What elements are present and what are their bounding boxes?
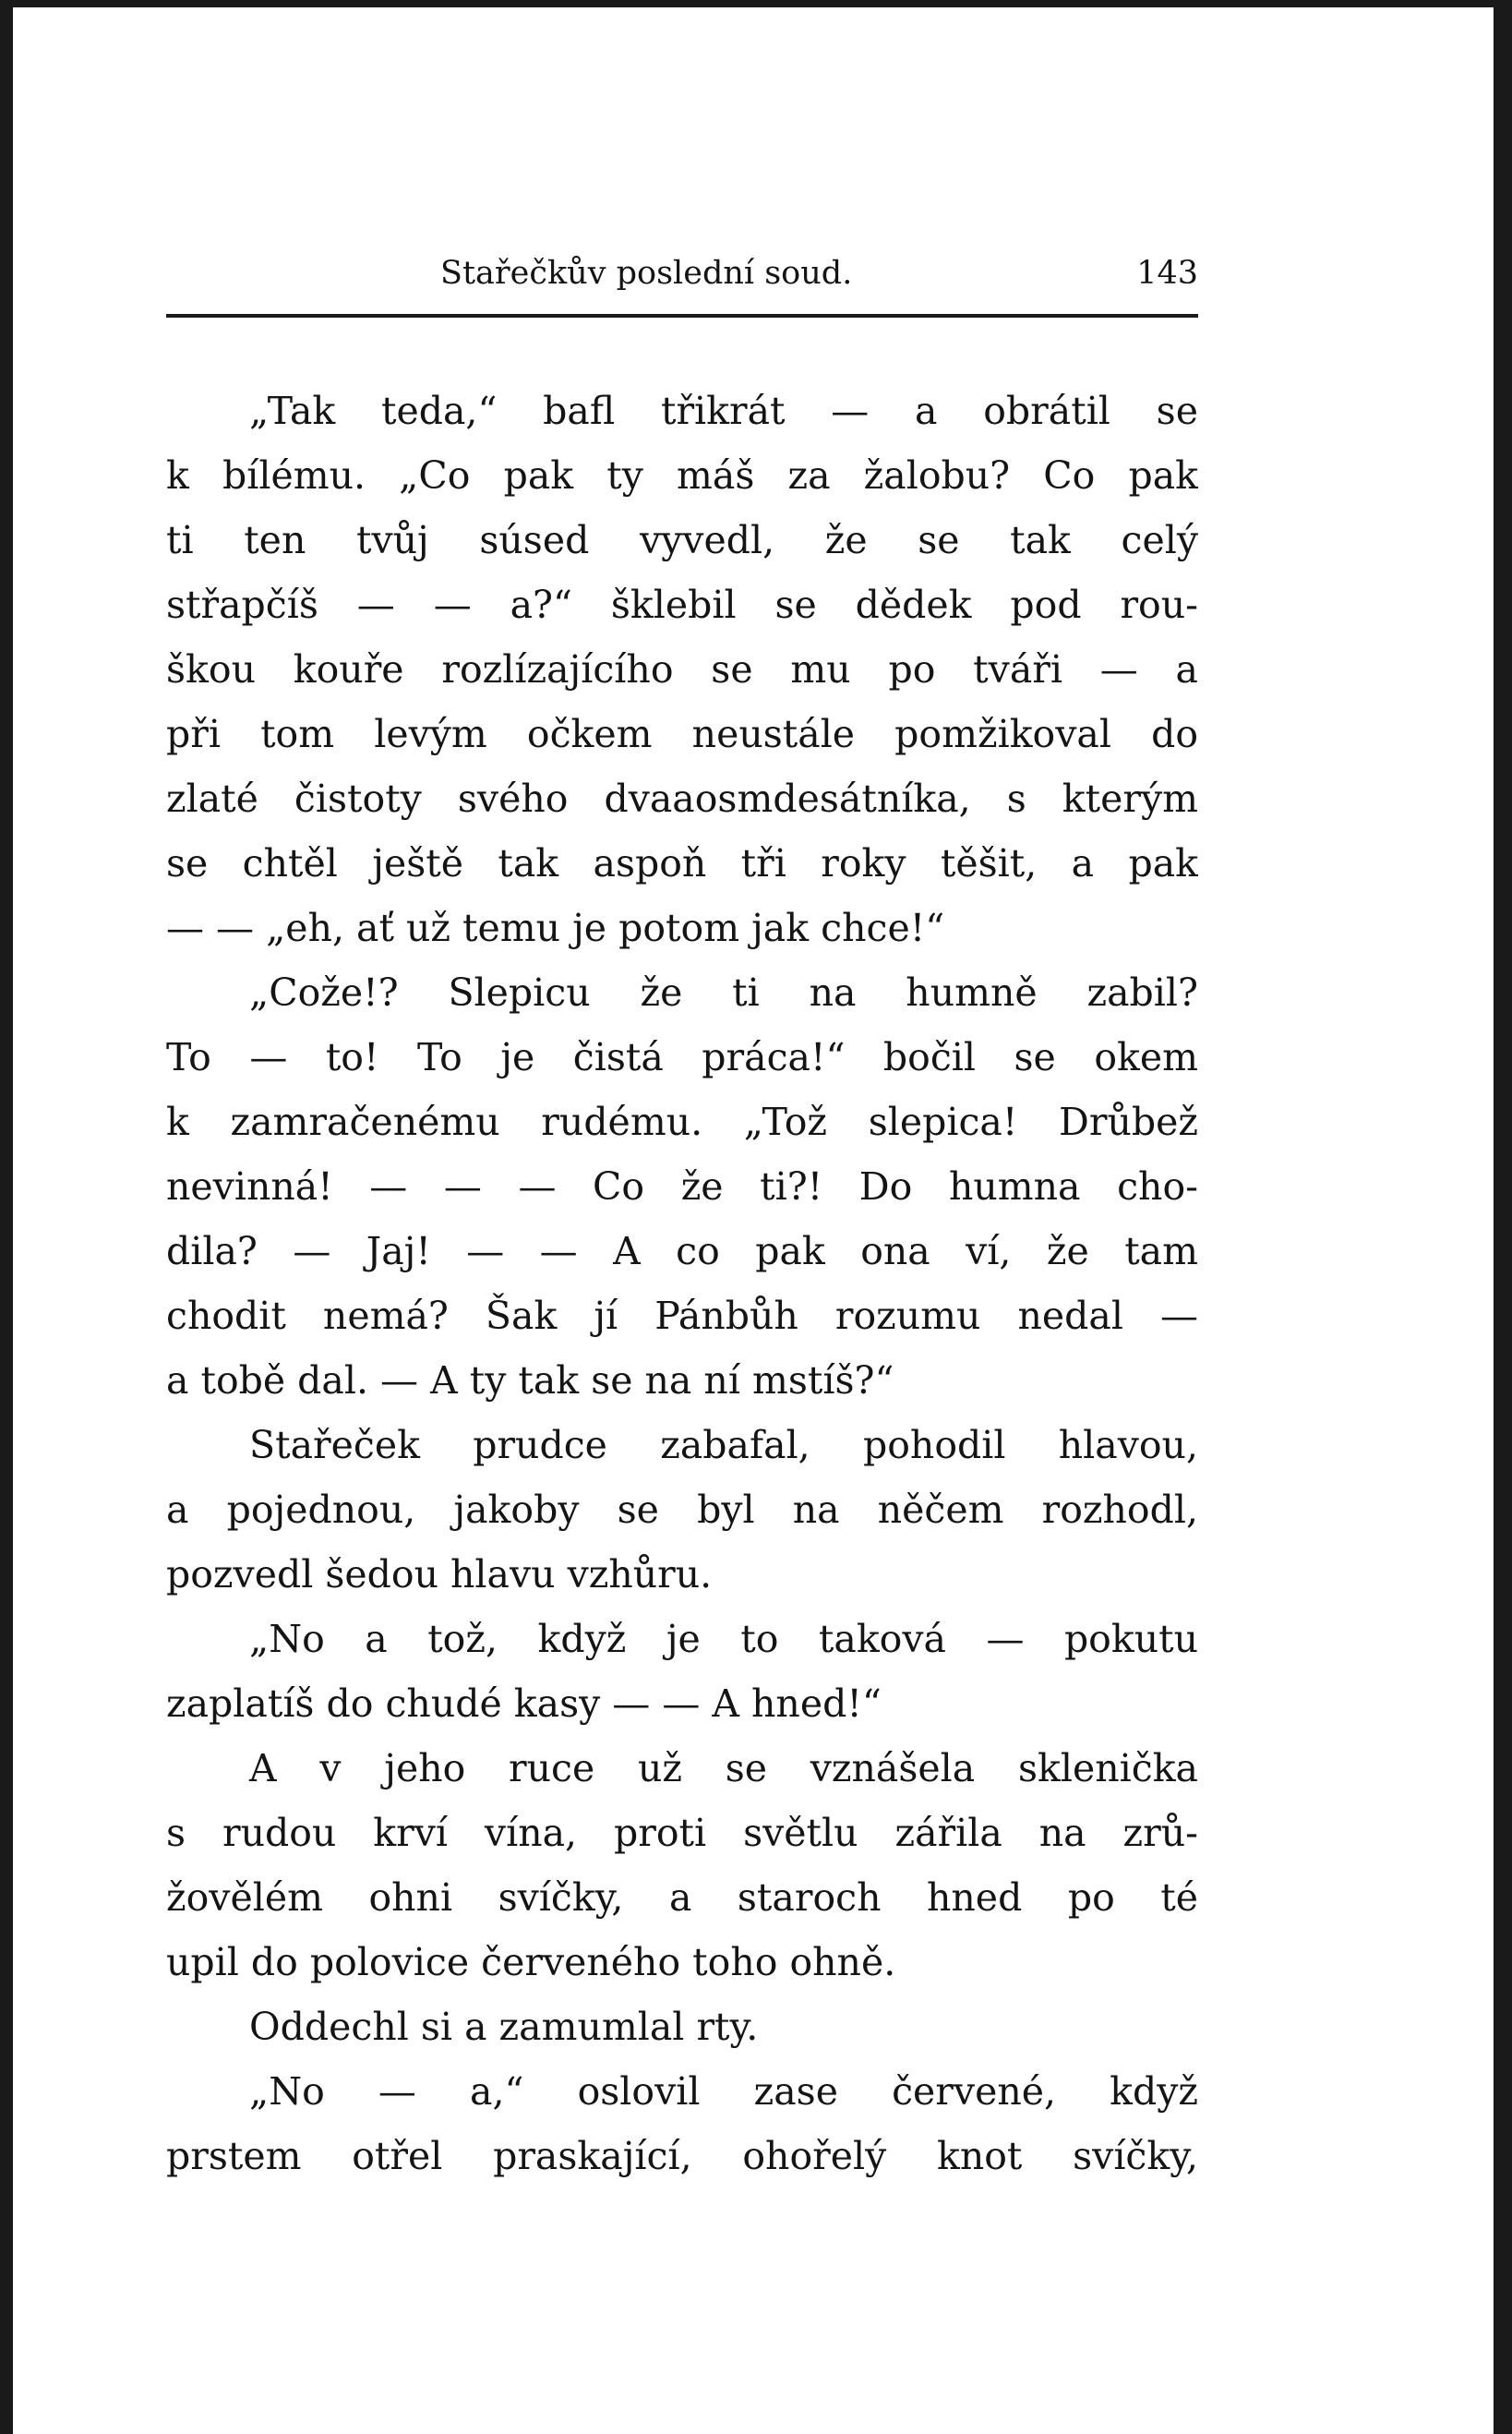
text-line: škou kouře rozlízajícího se mu po tváři — a [166,647,1198,692]
text-line: „No — a,“ oslovil zase červené, když [249,2069,1198,2114]
text-line: žovělém ohni svíčky, a staroch hned po té [166,1875,1198,1920]
text-line: A v jeho ruce už se vznášela sklenička [249,1746,1198,1790]
text-line: střapčíš — — a?“ šklebil se dědek pod rou- [166,583,1198,627]
text-line: a pojednou, jakoby se byl na něčem rozhodl, [166,1488,1198,1532]
book-page [166,249,1198,2178]
scan-edge-right [1494,0,1512,2434]
text-line: chodit nemá? Šak jí Pánbůh rozumu nedal — [166,1294,1198,1338]
scan-edge-left [0,0,13,2434]
text-line: a tobě dal. — A ty tak se na ní mstíš?“ [166,1358,894,1403]
header-rule [166,314,1198,318]
text-line: prstem otřel praskající, ohořelý knot svíčky, [166,2134,1198,2178]
text-line: při tom levým očkem neustále pomžikoval do [166,712,1198,756]
body-text [166,379,1198,2188]
text-line: „Tak teda,“ bafl třikrát — a obrátil se [249,389,1198,433]
text-line: To — to! To je čistá práca!“ bočil se okem [166,1035,1198,1079]
text-line: pozvedl šedou hlavu vzhůru. [166,1552,713,1597]
text-line: k zamračenému rudému. „Tož slepica! Drůbež [166,1100,1198,1144]
text-line: Stařeček prudce zabafal, pohodil hlavou, [249,1423,1198,1467]
text-line: „No a tož, když je to taková — pokutu [249,1617,1198,1661]
running-title: Stařečkův poslední soud. [440,255,853,292]
scan-edge-top [0,0,1512,7]
text-line: s rudou krví vína, proti světlu zářila na zrů- [166,1811,1198,1855]
text-line: zlaté čistoty svého dvaaosmdesátníka, s kterým [166,777,1198,821]
text-line: — — „eh, ať už temu je potom jak chce!“ [166,906,945,950]
text-line: zaplatíš do chudé kasy — — A hned!“ [166,1681,882,1726]
text-line: dila? — Jaj! — — A co pak ona ví, že tam [166,1229,1198,1273]
page-header [166,249,1198,297]
text-line: se chtěl ještě tak aspoň tři roky těšit, a pak [166,841,1198,886]
page-number: 143 [1136,255,1198,292]
text-line: Oddechl si a zamumlal rty. [249,2005,759,2049]
text-line: ti ten tvůj súsed vyvedl, že se tak celý [166,518,1198,562]
text-line: k bílému. „Co pak ty máš za žalobu? Co pak [166,453,1198,498]
text-line: nevinná! — — — Co že ti?! Do humna cho- [166,1164,1198,1209]
text-line: „Cože!? Slepicu že ti na humně zabil? [249,970,1198,1015]
text-line: upil do polovice červeného toho ohně. [166,1940,896,1984]
